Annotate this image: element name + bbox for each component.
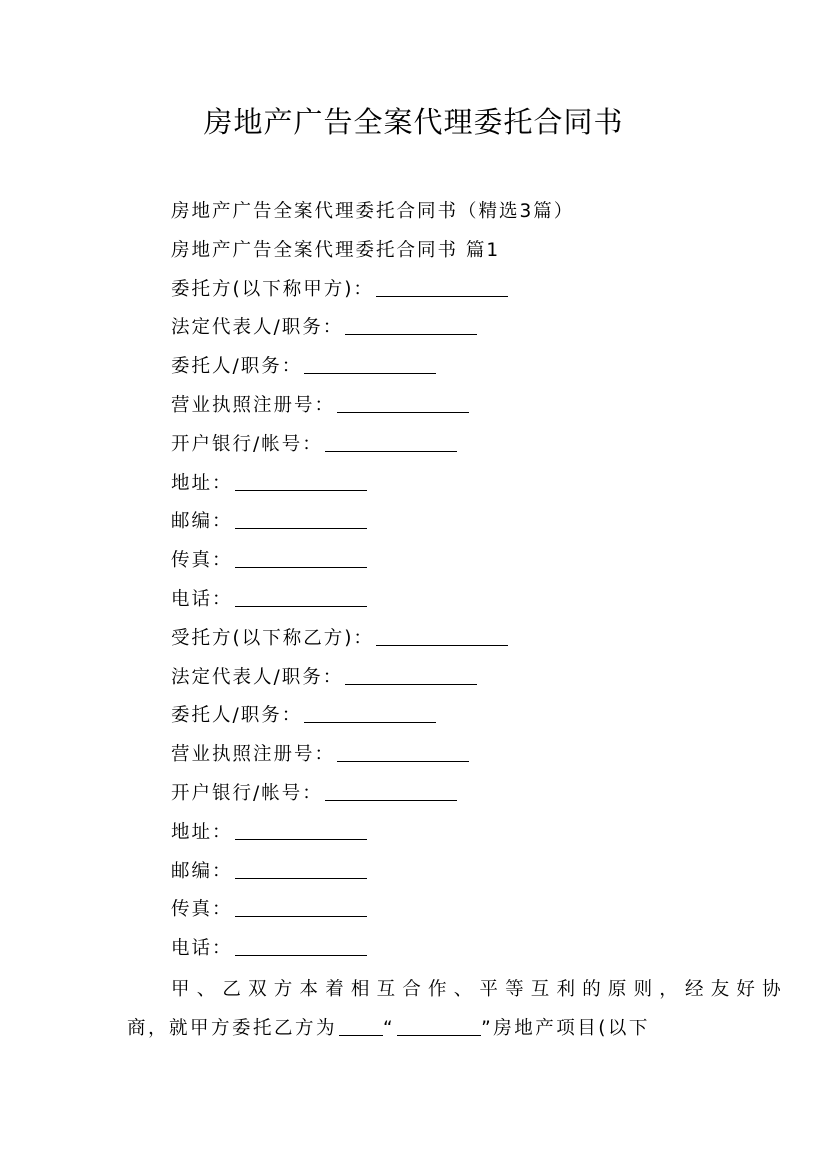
party-b-postcode-blank [235, 854, 367, 879]
party-a-legal-rep-blank [345, 310, 477, 335]
contract-fields [171, 193, 731, 969]
party-b-phone-label: 电话： [171, 938, 233, 960]
party-b-address-label: 地址： [171, 821, 233, 843]
party-a-bank-row [171, 426, 731, 465]
party-b-postcode-label: 邮编： [171, 860, 233, 882]
party-b-name-blank [376, 621, 508, 646]
body-paragraph [127, 970, 788, 1048]
party-a-name-blank [376, 272, 508, 297]
party-a-agent-row [171, 348, 731, 387]
party-a-postcode-row [171, 503, 731, 542]
party-b-license-blank [337, 737, 469, 762]
party-a-phone-label: 电话： [171, 588, 233, 610]
party-a-phone-blank [235, 582, 367, 607]
subtitle: 房地产广告全案代理委托合同书（精选3篇） [171, 201, 575, 222]
party-a-license-label: 营业执照注册号： [171, 394, 336, 416]
party-a-address-row [171, 465, 731, 504]
party-a-bank-blank [325, 427, 457, 452]
party-a-fax-blank [235, 543, 367, 568]
party-b-agent-row [171, 697, 731, 736]
party-a-license-blank [337, 388, 469, 413]
party-b-phone-blank [235, 931, 367, 956]
party-a-header-row [171, 271, 731, 310]
party-b-header-row [171, 620, 731, 659]
party-b-postcode-row [171, 853, 731, 892]
party-a-license-row [171, 387, 731, 426]
party-b-header-label: 受托方(以下称乙方)： [171, 627, 374, 649]
party-a-phone-row [171, 581, 731, 620]
party-a-postcode-label: 邮编： [171, 511, 233, 533]
party-a-header-label: 委托方(以下称甲方)： [171, 278, 374, 300]
party-a-agent-blank [304, 349, 436, 374]
section-heading: 房地产广告全案代理委托合同书 篇1 [171, 239, 501, 261]
party-b-legal-rep-row [171, 659, 731, 698]
party-b-agent-label: 委托人/职务： [171, 705, 303, 727]
party-a-bank-label: 开户银行/帐号： [171, 433, 323, 455]
party-a-postcode-blank [235, 504, 367, 529]
body-line-2 [127, 1009, 717, 1048]
party-b-address-blank [235, 815, 367, 840]
body-line-1: 甲、乙双方本着相互合作、平等互利的原则，经友好协 [171, 979, 788, 1000]
party-b-license-label: 营业执照注册号： [171, 744, 336, 766]
party-a-legal-rep-label: 法定代表人/职务： [171, 317, 344, 339]
project-name-blank [397, 1011, 481, 1036]
body-blank-1 [339, 1011, 383, 1036]
party-b-fax-row [171, 891, 731, 930]
party-b-fax-blank [235, 892, 367, 917]
party-a-fax-row [171, 542, 731, 581]
party-a-legal-rep-row [171, 309, 731, 348]
party-b-agent-blank [304, 698, 436, 723]
party-a-fax-label: 传真： [171, 550, 233, 572]
party-b-bank-blank [325, 776, 457, 801]
body-line-2-end: ”房地产项目(以下 [481, 1018, 650, 1039]
party-b-bank-label: 开户银行/帐号： [171, 782, 323, 804]
body-line-2-start: 商，就甲方委托乙方为 [127, 1018, 338, 1039]
open-quote: “ [383, 1018, 396, 1039]
party-a-agent-label: 委托人/职务： [171, 356, 303, 378]
party-b-legal-rep-label: 法定代表人/职务： [171, 666, 344, 688]
document-title: 房地产广告全案代理委托合同书 [203, 105, 624, 139]
party-b-address-row [171, 814, 731, 853]
party-a-address-label: 地址： [171, 472, 233, 494]
party-a-address-blank [235, 466, 367, 491]
party-b-license-row [171, 736, 731, 775]
party-b-bank-row [171, 775, 731, 814]
party-b-legal-rep-blank [345, 660, 477, 685]
party-b-phone-row [171, 930, 731, 969]
party-b-fax-label: 传真： [171, 899, 233, 921]
